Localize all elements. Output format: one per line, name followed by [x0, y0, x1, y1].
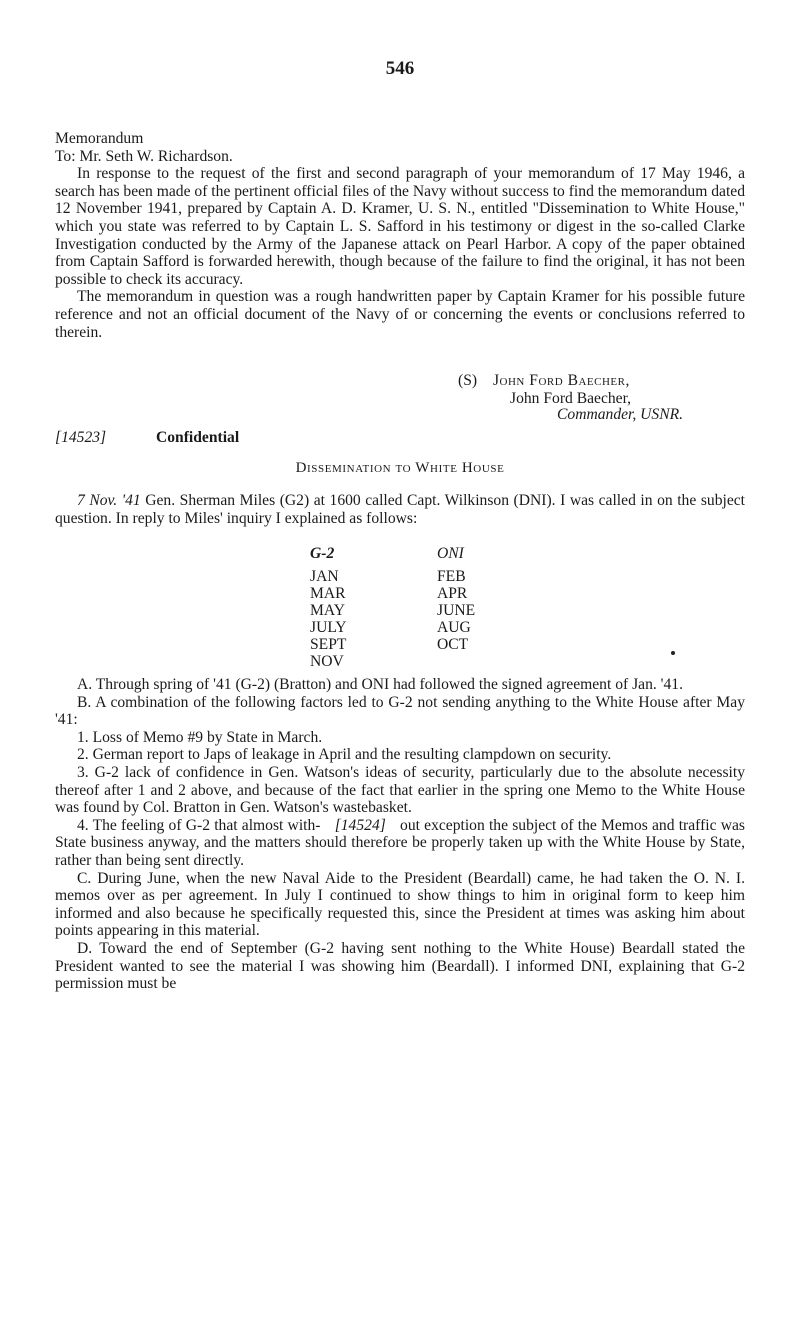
page-ref-14524: [14524]	[334, 816, 386, 834]
signature-s-mark: (S)	[458, 372, 478, 389]
oni-month: OCT	[437, 636, 469, 653]
dissemination-heading: Dissemination to White House	[295, 460, 505, 476]
paragraph-4-end: out exception the subject of the Memos and traffic was State business anyway, and the matters should therefore be properly taken up with the White House by State, rather than being sent directly.	[55, 816, 745, 869]
paragraph-4	[55, 817, 745, 870]
paragraph-2: 2. German report to Japs of leakage in April and the resulting clampdown on security.	[77, 746, 612, 764]
g2-month: MAY	[310, 602, 345, 619]
oni-month: FEB	[437, 568, 466, 585]
intro-paragraph	[55, 492, 745, 527]
confidential-page-ref: [14523]	[55, 429, 107, 446]
memo-paragraph-1: In response to the request of the first and second paragraph of your memorandum of 17 May 1946, a search has been made of the pertinent official files of the Navy without success to find the memorandum dated 12 November 1941, prepared by Captain A. D. Kramer, U. S. N., entitled "Dissemination to White House," which you state was referred to by Captain L. S. Safford in his testimony or digest in the so-called Clarke Investigation conducted by the Army of the Japanese attack on Pearl Harbor. A copy of the paper obtained from Captain Safford is forwarded herewith, though because of the failure to find the original, it has not been possible to check its accuracy.	[55, 165, 745, 288]
paragraph-1: 1. Loss of Memo #9 by State in March.	[77, 728, 323, 746]
g2-month: MAR	[310, 585, 346, 602]
table-row	[310, 602, 475, 619]
memo-title: Memorandum	[55, 130, 144, 147]
paragraph-c: C. During June, when the new Naval Aide to the President (Beardall) came, he had taken the O. N. I. memos over as per agreement. In July I continued to show things to him in original form to keep him informed and also because he specifically requested this, since the President at times was asking him about points appearing in this material.	[55, 869, 745, 940]
memo-to-line: To: Mr. Seth W. Richardson.	[55, 147, 233, 165]
paragraph-4-start: 4. The feeling of G-2 that almost with-	[77, 816, 321, 834]
table-row	[310, 636, 475, 653]
signature-title: Commander, USNR.	[557, 406, 684, 423]
memo-paragraph-2: The memorandum in question was a rough handwritten paper by Captain Kramer for his possible future reference and not an official document of the Navy of or concerning the events or conclusions referred to therein.	[55, 288, 745, 341]
intro-block	[55, 492, 745, 527]
signature-name-caps: John Ford Baecher,	[492, 372, 630, 389]
table-row	[310, 568, 475, 585]
intro-text: Gen. Sherman Miles (G2) at 1600 called Capt. Wilkinson (DNI). I was called in on the subject question. In reply to Miles' inquiry I explained as follows:	[55, 492, 745, 527]
paragraph-3: 3. G-2 lack of confidence in Gen. Watson's ideas of security, particularly due to the absolute necessity thereof after 1 and 2 above, and because of the fact that earlier in the spring one Memo to the White House was found by Col. Bratton in Gen. Watson's wastebasket.	[55, 763, 745, 817]
table-row	[310, 653, 475, 670]
paragraph-d: D. Toward the end of September (G-2 having sent nothing to the White House) Beardall stated the President wanted to see the material I was showing him (Beardall). I informed DNI, explaining that G-2 permission must be	[55, 939, 745, 993]
header-oni: ONI	[437, 545, 464, 562]
paragraph-b: B. A combination of the following factors led to G-2 not sending anything to the White House after May '41:	[55, 693, 745, 729]
header-g2: G-2	[310, 545, 335, 562]
page-number: 546	[385, 58, 415, 79]
stray-dot-mark	[671, 651, 675, 655]
intro-date: 7 Nov. '41	[77, 492, 141, 509]
g2-month: JAN	[310, 568, 339, 585]
g2-month: NOV	[310, 653, 344, 670]
signature-line-1	[458, 372, 630, 390]
month-table-header	[310, 545, 475, 562]
g2-month: SEPT	[310, 636, 347, 653]
g2-month: JULY	[310, 619, 347, 636]
oni-month: APR	[437, 585, 468, 602]
memorandum-block	[55, 130, 745, 341]
signature-name: John Ford Baecher,	[510, 390, 632, 407]
table-row	[310, 585, 475, 602]
oni-month: JUNE	[437, 602, 476, 619]
confidential-label: Confidential	[156, 429, 240, 446]
paragraph-a: A. Through spring of '41 (G-2) (Bratton) and ONI had followed the signed agreement of Jan. '41.	[77, 676, 683, 693]
body-block	[55, 676, 745, 993]
table-row	[310, 619, 475, 636]
month-table	[310, 545, 475, 670]
oni-month: AUG	[437, 619, 471, 636]
oni-month	[437, 653, 475, 670]
